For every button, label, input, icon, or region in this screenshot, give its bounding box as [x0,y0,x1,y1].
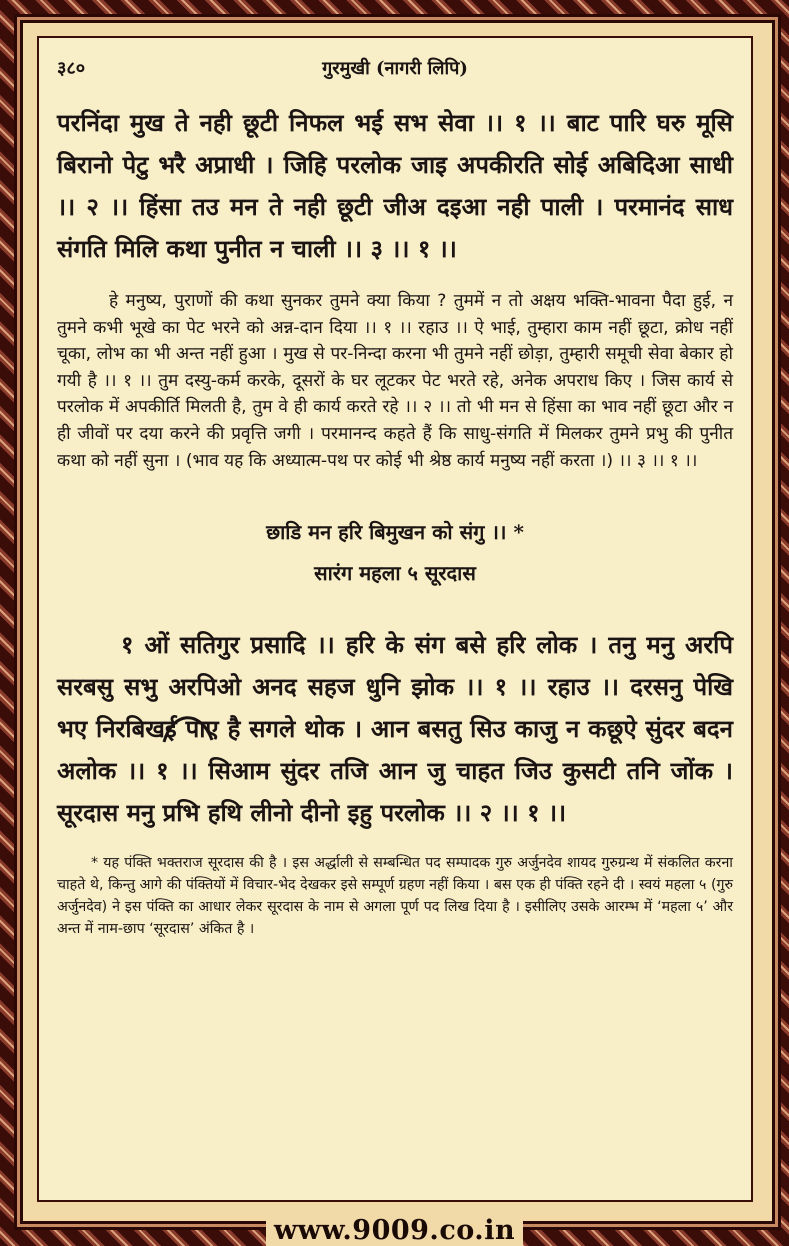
meaning-text: हे मनुष्य, पुराणों की कथा सुनकर तुमने क्या किया ? तुममें न तो अक्षय भक्ति-भावना पैदा हुई, न तुमने कभी भूखे का पेट भरने को अन्न-दान दिया ।। १ ।। रहाउ ।। ऐ भाई, तुम्हारा काम नहीं छूटा, क्रोध नहीं चूका, लोभ का भी अन्त नहीं हुआ । मुख से पर-निन्दा करना भी तुमने नहीं छोड़ा, तुम्हारी समूची सेवा बेकार हो गयी है ।। १ ।। तुम दस्यु-कर्म करके, दूसरों के घर लूटकर पेट भरते रहे, अनेक अपराध किए । जिस कार्य से परलोक में अपकीर्ति मिलती है, तुम वे ही कार्य करते रहे ।। २ ।। तो भी मन से हिंसा का भाव नहीं छूटा और न ही जीवों पर दया करने की प्रवृत्ति जगी । परमानन्द कहते हैं कि साधु-संगति में मिलकर तुमने प्रभु की पुनीत कथा को नहीं सुना । (भाव यह कि अध्यात्म-पथ पर कोई भी श्रेष्ठ कार्य मनुष्य नहीं करता ।) ।। ३ ।। १ ।। [57,291,733,471]
page-number: ३८० [57,58,86,79]
book-page [37,36,753,1202]
refrain-line: छाडि मन हरि बिमुखन को संगु ।। * [266,520,524,545]
meaning-paragraph [57,288,733,474]
site-banner [0,1214,789,1246]
verse-text: १ ओं सतिगुर प्रसादि ।। हरि के संग बसे हरि लोक । तनु मनु अरपि सरबसु सभु अरपिओ अनद सहज धुनि झोक ।। १ ।। रहाउ ।। दरसनु पेखि भए निरबिखई पाए है सगले थोक । आन बसतु सिउ काजु न कछूऐ सुंदर बदन अलोक ।। १ ।। सिआम सुंदर तजि आन जु चाहत जिउ कुसटी तनि जोंक । सूरदास मनु प्रभि हथि लीनो दीनो इहु परलोक ।। २ ।। १ ।। [57,630,733,828]
site-url: www.9009.co.in [266,1215,523,1246]
verse-block-2 [57,624,733,834]
onkar-arc-icon [160,706,216,746]
footnote-text: * यह पंक्ति भक्तराज सूरदास की है । इस अर्द्धाली से सम्बन्धित पद सम्पादक गुरु अर्जुनदेव शायद गुरुग्रन्थ में संकलित करना चाहते थे, किन्तु आगे की पंक्तियों में विचार-भेद देखकर इसे सम्पूर्ण ग्रहण नहीं किया । बस एक ही पंक्ति रहने दी । स्वयं महला ५ (गुरु अर्जुनदेव) ने इस पंक्ति का आधार लेकर सूरदास के नाम से अगला पूर्ण पद लिख दिया है । इसीलिए उसके आरम्भ में ‘महला ५’ और अन्त में नाम-छाप ‘सूरदास’ अंकित है । [57,855,733,938]
page-header [57,56,733,80]
verse-block-1 [57,102,733,270]
footnote [57,852,733,940]
verse-text: परनिंदा मुख ते नही छूटी निफल भई सभ सेवा ।। १ ।। बाट पारि घरु मूसि बिरानो पेटु भरै अप्राधी । जिहि परलोक जाइ अपकीरति सोई अबिदिआ साधी ।। २ ।। हिंसा तउ मन ते नही छूटी जीअ दइआ नही पाली । परमानंद साध संगति मिलि कथा पुनीत न चाली ।। ३ ।। १ ।। [57,108,733,263]
page-title: गुरमुखी (नागरी लिपि) [322,58,468,79]
raag-heading: सारंग महला ५ सूरदास [314,561,476,586]
